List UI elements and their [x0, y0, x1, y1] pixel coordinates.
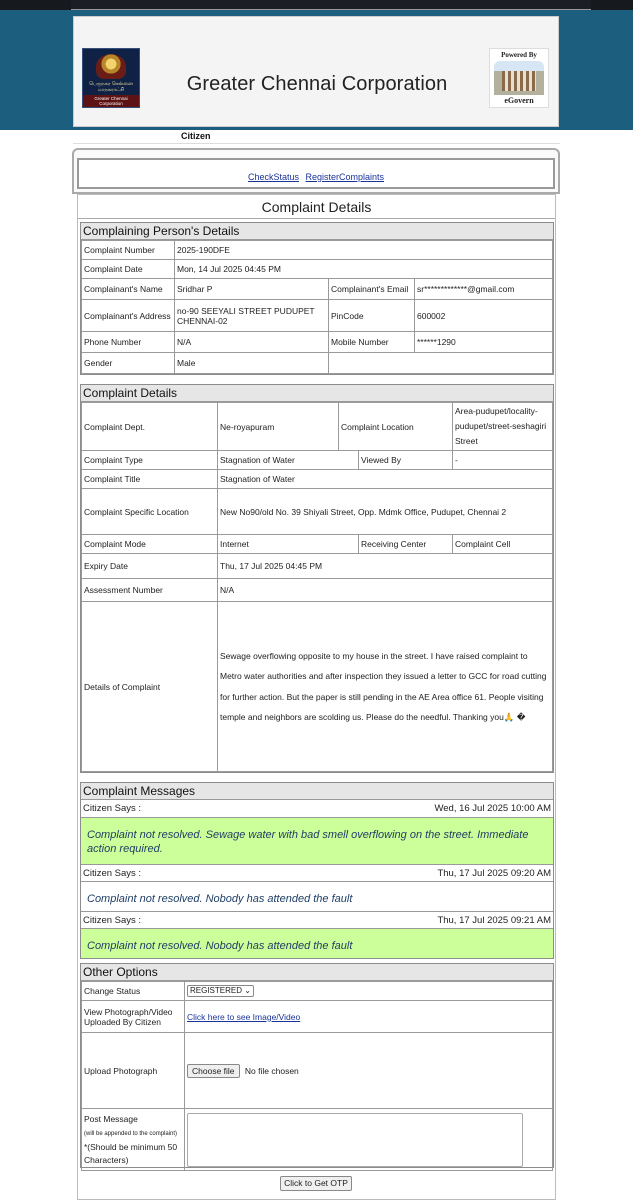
table-row — [82, 332, 553, 353]
message-time: Thu, 17 Jul 2025 09:20 AM — [437, 867, 551, 879]
address-label: Complainant's Address — [82, 300, 175, 332]
name-value: Sridhar P — [175, 279, 329, 300]
details-label: Details of Complaint — [82, 602, 218, 772]
message-body: Complaint not resolved. Nobody has attended the fault — [81, 929, 553, 958]
receiving-center-label: Receiving Center — [359, 535, 453, 554]
phone-label: Phone Number — [82, 332, 175, 353]
nav-box — [72, 148, 560, 194]
change-status-label: Change Status — [82, 982, 185, 1001]
check-status-link[interactable]: CheckStatus — [247, 172, 299, 182]
receiving-center-value: Complaint Cell — [453, 535, 553, 554]
pincode-value: 600002 — [415, 300, 553, 332]
no-file-text: No file chosen — [244, 1065, 299, 1076]
expiry-label: Expiry Date — [82, 554, 218, 579]
egovern-text: eGovern — [504, 96, 534, 105]
logo-caption: Greater Chennai Corporation — [83, 95, 139, 107]
pincode-label: PinCode — [329, 300, 415, 332]
messages-heading: Complaint Messages — [81, 783, 553, 800]
nav-box-inner — [77, 158, 555, 189]
view-photo-link[interactable]: Click here to see Image/Video — [187, 1011, 301, 1022]
mode-label: Complaint Mode — [82, 535, 218, 554]
message-time: Thu, 17 Jul 2025 09:21 AM — [437, 914, 551, 926]
complaint-date-label: Complaint Date — [82, 260, 175, 279]
table-row — [82, 554, 553, 579]
assessment-value: N/A — [218, 579, 553, 602]
message-header — [81, 911, 553, 929]
empty-cell — [329, 353, 553, 374]
person-details-heading: Complaining Person's Details — [81, 223, 553, 240]
nav-links — [79, 172, 553, 182]
gcc-logo[interactable] — [82, 48, 140, 108]
location-value: Area-pudupet/locality-pudupet/street-seshagiri Street — [453, 403, 553, 451]
table-row — [82, 1033, 553, 1109]
message-body: Complaint not resolved. Sewage water with bad smell overflowing on the street. Immediate action required. — [81, 818, 553, 864]
table-row — [82, 1001, 553, 1033]
message-header — [81, 800, 553, 818]
title-label: Complaint Title — [82, 470, 218, 489]
viewed-by-value: - — [453, 451, 553, 470]
table-row — [82, 535, 553, 554]
status-select-value: REGISTERED — [190, 986, 243, 995]
type-label: Complaint Type — [82, 451, 218, 470]
expiry-value: Thu, 17 Jul 2025 04:45 PM — [218, 554, 553, 579]
table-row — [82, 260, 553, 279]
divider — [73, 143, 560, 144]
assessment-label: Assessment Number — [82, 579, 218, 602]
complaint-date-value: Mon, 14 Jul 2025 04:45 PM — [175, 260, 553, 279]
other-options-section — [80, 963, 554, 1168]
complaint-details-section — [80, 384, 554, 773]
table-row — [82, 982, 553, 1001]
table-row — [82, 602, 553, 772]
table-row — [82, 470, 553, 489]
email-value: sr*************@gmail.com — [415, 279, 553, 300]
page-title: Complaint Details — [78, 195, 555, 219]
table-row — [82, 1109, 553, 1171]
mobile-value: ******1290 — [415, 332, 553, 353]
gender-value: Male — [175, 353, 329, 374]
status-select[interactable] — [187, 985, 254, 997]
other-options-heading: Other Options — [81, 964, 553, 981]
upload-cell — [185, 1033, 553, 1109]
message-time: Wed, 16 Jul 2025 10:00 AM — [434, 803, 551, 814]
view-photo-label: View Photograph/Video Uploaded By Citizen — [82, 1001, 185, 1033]
post-message-cell — [185, 1109, 553, 1171]
gender-label: Gender — [82, 353, 175, 374]
table-row — [82, 279, 553, 300]
complaint-messages-section — [80, 782, 554, 959]
other-options-table — [81, 981, 553, 1171]
person-details-section — [80, 222, 554, 375]
get-otp-button[interactable]: Click to Get OTP — [280, 1176, 352, 1191]
post-message-requirement: *(Should be minimum 50 Characters) — [84, 1141, 178, 1165]
specific-location-value: New No90/old No. 39 Shiyali Street, Opp. Mdmk Office, Pudupet, Chennai 2 — [218, 489, 553, 535]
table-row — [82, 300, 553, 332]
dept-value: Ne-royapuram — [218, 403, 339, 451]
mode-value: Internet — [218, 535, 359, 554]
person-details-table — [81, 240, 553, 374]
view-photo-cell — [185, 1001, 553, 1033]
citizen-label: Citizen — [181, 131, 211, 141]
post-message-label: Post Message — [84, 1113, 138, 1124]
post-message-label-cell — [82, 1109, 185, 1171]
type-value: Stagnation of Water — [218, 451, 359, 470]
message-header — [81, 864, 553, 882]
email-label: Complainant's Email — [329, 279, 415, 300]
egovern-logo[interactable] — [489, 48, 549, 108]
name-label: Complainant's Name — [82, 279, 175, 300]
table-row — [82, 403, 553, 451]
table-row — [82, 241, 553, 260]
complaint-number-value: 2025-190DFE — [175, 241, 553, 260]
gcc-seal-icon — [96, 54, 126, 79]
title-value: Stagnation of Water — [218, 470, 553, 489]
complaint-details-heading: Complaint Details — [81, 385, 553, 402]
message-author: Citizen Says : — [83, 867, 142, 879]
post-message-textarea[interactable] — [187, 1113, 523, 1167]
register-complaints-link[interactable]: RegisterComplaints — [305, 172, 385, 182]
chevron-down-icon: ⌄ — [244, 986, 251, 995]
message-author: Citizen Says : — [83, 914, 142, 926]
choose-file-button[interactable]: Choose file — [187, 1064, 240, 1078]
logo-tamil-text: பெருநகர சென்னை மாநகராட்சி — [89, 81, 133, 93]
table-row — [82, 451, 553, 470]
phone-value: N/A — [175, 332, 329, 353]
dept-label: Complaint Dept. — [82, 403, 218, 451]
complaint-details-panel — [77, 194, 556, 1200]
top-border-line — [71, 0, 591, 10]
building-icon — [494, 61, 544, 95]
viewed-by-label: Viewed By — [359, 451, 453, 470]
message-body: Complaint not resolved. Nobody has attended the fault — [81, 882, 553, 911]
table-row — [82, 579, 553, 602]
mobile-label: Mobile Number — [329, 332, 415, 353]
table-row — [82, 489, 553, 535]
message-author: Citizen Says : — [83, 803, 142, 814]
site-title: Greater Chennai Corporation — [186, 73, 448, 95]
status-cell — [185, 982, 553, 1001]
post-message-note: (will be appended to the complaint) — [84, 1130, 178, 1137]
powered-by-text: Powered By — [501, 51, 537, 59]
location-label: Complaint Location — [339, 403, 453, 451]
complaint-number-label: Complaint Number — [82, 241, 175, 260]
specific-location-label: Complaint Specific Location — [82, 489, 218, 535]
complaint-details-table — [81, 402, 553, 772]
table-row — [82, 353, 553, 374]
upload-label: Upload Photograph — [82, 1033, 185, 1109]
details-value: Sewage overflowing opposite to my house in the street. I have raised complaint to Metro water authorities and after inspection they issued a letter to GCC for road cutting for further action. But the paper is still pending in the AE Area office 61. People visiting temple and neighbors are scolding us. Please do the needful. Thanking you🙏 � — [218, 602, 553, 772]
address-value: no-90 SEEYALI STREET PUDUPET CHENNAI-02 — [175, 300, 329, 332]
site-header — [73, 16, 559, 127]
